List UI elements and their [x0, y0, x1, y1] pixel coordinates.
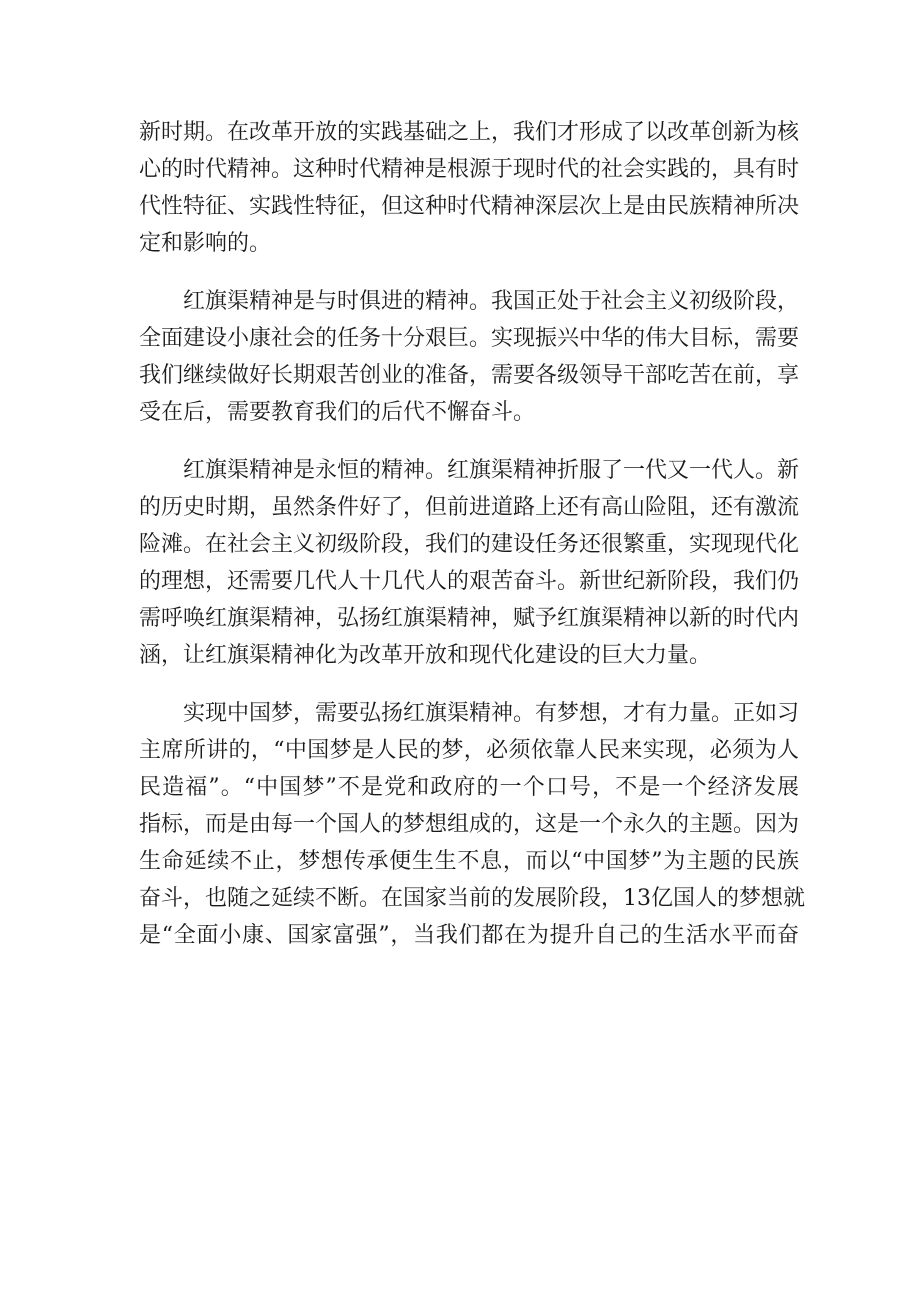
paragraph-3 — [139, 452, 799, 674]
text-line: 奋斗，也随之延续不断。在国家当前的发展阶段，13亿国人的梦想就 — [139, 886, 805, 911]
text-line: 的理想，还需要几代人十几代人的艰苦奋斗。新世纪新阶段，我们仍 — [139, 569, 800, 594]
paragraph-1 — [139, 114, 799, 262]
text-line: 红旗渠精神是永恒的精神。红旗渠精神折服了一代又一代人。新 — [183, 458, 800, 483]
text-line: 民造福”。“中国梦”不是党和政府的一个口号，不是一个经济发展 — [139, 775, 799, 800]
text-line: 全面建设小康社会的任务十分艰巨。实现振兴中华的伟大目标，需要 — [139, 326, 800, 351]
text-line: 新时期。在改革开放的实践基础之上，我们才形成了以改革创新为核 — [139, 120, 800, 145]
paragraph-2 — [139, 283, 799, 431]
text-line: 我们继续做好长期艰苦创业的准备，需要各级领导干部吃苦在前，享 — [139, 363, 800, 388]
text-line: 实现中国梦，需要弘扬红旗渠精神。有梦想，才有力量。正如习 — [183, 701, 800, 726]
text-line: 红旗渠精神是与时俱进的精神。我国正处于社会主义初级阶段， — [183, 289, 800, 314]
text-line: 指标，而是由每一个国人的梦想组成的，这是一个永久的主题。因为 — [139, 812, 800, 837]
text-line: 代性特征、实践性特征，但这种时代精神深层次上是由民族精神所决 — [139, 194, 800, 219]
text-line: 生命延续不止，梦想传承便生生不息，而以“中国梦”为主题的民族 — [139, 849, 799, 874]
paragraph-4 — [139, 695, 805, 954]
document-body — [139, 114, 805, 975]
text-line: 定和影响的。 — [139, 231, 272, 256]
text-line: 险滩。在社会主义初级阶段，我们的建设任务还很繁重，实现现代化 — [139, 532, 800, 557]
text-line: 主席所讲的，“中国梦是人民的梦，必须依靠人民来实现，必须为人 — [139, 738, 799, 763]
text-line: 的历史时期，虽然条件好了，但前进道路上还有高山险阻，还有激流 — [139, 495, 800, 520]
text-line: 是“全面小康、国家富强”，当我们都在为提升自己的生活水平而奋 — [139, 923, 799, 948]
text-line: 涵，让红旗渠精神化为改革开放和现代化建设的巨大力量。 — [139, 643, 712, 668]
text-line: 需呼唤红旗渠精神，弘扬红旗渠精神，赋予红旗渠精神以新的时代内 — [139, 606, 800, 631]
text-line: 受在后，需要教育我们的后代不懈奋斗。 — [139, 400, 536, 425]
text-line: 心的时代精神。这种时代精神是根源于现时代的社会实践的，具有时 — [139, 157, 800, 182]
